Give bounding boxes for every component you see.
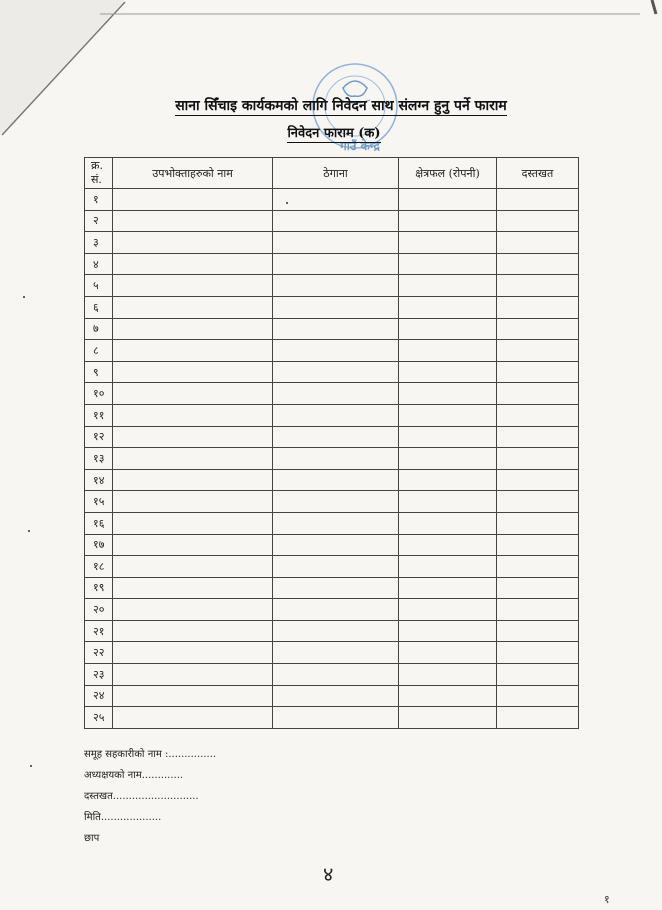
address-cell	[273, 361, 399, 383]
col-area-header: क्षेत्रफल (रोपनी)	[399, 158, 497, 189]
row-serial: २३	[85, 664, 113, 686]
row-serial: ७	[85, 318, 113, 340]
row-serial: १०	[85, 383, 113, 405]
row-serial: ८	[85, 340, 113, 362]
row-serial: २	[85, 210, 113, 232]
table-row	[85, 599, 579, 621]
area-cell	[399, 253, 497, 275]
scan-speck	[286, 202, 288, 204]
table-row	[85, 707, 579, 729]
table-header-row	[85, 158, 579, 189]
area-cell	[399, 469, 497, 491]
name-cell	[113, 232, 273, 254]
page-number: १	[604, 893, 610, 906]
signature-cell	[497, 491, 579, 513]
page-mark: ४	[323, 862, 334, 886]
name-cell	[113, 253, 273, 275]
table-row	[85, 318, 579, 340]
signature-cell	[497, 469, 579, 491]
address-cell	[273, 577, 399, 599]
table-row	[85, 296, 579, 318]
address-cell	[273, 448, 399, 470]
address-cell	[273, 318, 399, 340]
address-cell	[273, 232, 399, 254]
address-cell	[273, 253, 399, 275]
row-serial: १	[85, 189, 113, 211]
group-name-field: समूह सहकारीको नाम :...............	[84, 749, 217, 760]
address-cell	[273, 491, 399, 513]
row-serial: २०	[85, 599, 113, 621]
area-cell	[399, 232, 497, 254]
name-cell	[113, 599, 273, 621]
table-row	[85, 232, 579, 254]
row-serial: १७	[85, 534, 113, 556]
table-row	[85, 426, 579, 448]
address-cell	[273, 340, 399, 362]
area-cell	[399, 318, 497, 340]
area-cell	[399, 707, 497, 729]
signature-cell	[497, 556, 579, 578]
name-cell	[113, 318, 273, 340]
table-row	[85, 448, 579, 470]
row-serial: १६	[85, 512, 113, 534]
name-cell	[113, 383, 273, 405]
address-cell	[273, 296, 399, 318]
area-cell	[399, 275, 497, 297]
signature-cell	[497, 577, 579, 599]
area-cell	[399, 426, 497, 448]
area-cell	[399, 404, 497, 426]
table-row	[85, 361, 579, 383]
name-cell	[113, 296, 273, 318]
signature-cell	[497, 685, 579, 707]
signature-cell	[497, 707, 579, 729]
name-cell	[113, 340, 273, 362]
scan-speck	[30, 765, 32, 767]
area-cell	[399, 642, 497, 664]
table-row	[85, 210, 579, 232]
name-cell	[113, 404, 273, 426]
table-row	[85, 383, 579, 405]
svg-text:गाउँ केन्द्र: गाउँ केन्द्र	[340, 139, 380, 153]
signature-field: दस्तखत...........................	[84, 791, 199, 802]
table-row	[85, 642, 579, 664]
scan-speck	[28, 530, 30, 532]
area-cell	[399, 664, 497, 686]
area-cell	[399, 448, 497, 470]
name-cell	[113, 642, 273, 664]
signature-cell	[497, 642, 579, 664]
address-cell	[273, 534, 399, 556]
row-serial: ४	[85, 253, 113, 275]
date-field: मिति...................	[84, 812, 162, 823]
signature-cell	[497, 275, 579, 297]
address-cell	[273, 642, 399, 664]
signature-cell	[497, 404, 579, 426]
address-cell	[273, 707, 399, 729]
row-serial: ५	[85, 275, 113, 297]
table-row	[85, 577, 579, 599]
area-cell	[399, 577, 497, 599]
signature-cell	[497, 340, 579, 362]
form-title: साना सिँचाइ कार्यकमको लागि निवेदन साथ संलग्न हुनु पर्ने फाराम	[175, 98, 507, 114]
row-serial: ११	[85, 404, 113, 426]
signature-cell	[497, 448, 579, 470]
signature-cell	[497, 189, 579, 211]
name-cell	[113, 361, 273, 383]
name-cell	[113, 426, 273, 448]
row-serial: ६	[85, 296, 113, 318]
area-cell	[399, 210, 497, 232]
address-cell	[273, 383, 399, 405]
area-cell	[399, 491, 497, 513]
name-cell	[113, 469, 273, 491]
address-cell	[273, 404, 399, 426]
col-address-header: ठेगाना	[273, 158, 399, 189]
col-signature-header: दस्तखत	[497, 158, 579, 189]
area-cell	[399, 189, 497, 211]
table-row	[85, 491, 579, 513]
row-serial: १८	[85, 556, 113, 578]
area-cell	[399, 296, 497, 318]
area-cell	[399, 361, 497, 383]
form-subtitle: निवेदन फाराम (क)	[287, 126, 381, 141]
address-cell	[273, 620, 399, 642]
row-serial: १३	[85, 448, 113, 470]
signature-cell	[497, 599, 579, 621]
name-cell	[113, 664, 273, 686]
address-cell	[273, 664, 399, 686]
signature-cell	[497, 383, 579, 405]
table-row	[85, 664, 579, 686]
form-footer	[84, 744, 216, 849]
area-cell	[399, 534, 497, 556]
name-cell	[113, 556, 273, 578]
table-row	[85, 512, 579, 534]
name-cell	[113, 620, 273, 642]
address-cell	[273, 599, 399, 621]
name-cell	[113, 448, 273, 470]
signature-cell	[497, 512, 579, 534]
scan-speck	[23, 296, 25, 298]
signature-cell	[497, 210, 579, 232]
address-cell	[273, 189, 399, 211]
area-cell	[399, 340, 497, 362]
area-cell	[399, 685, 497, 707]
row-serial: १९	[85, 577, 113, 599]
signature-cell	[497, 232, 579, 254]
area-cell	[399, 599, 497, 621]
row-serial: १२	[85, 426, 113, 448]
name-cell	[113, 512, 273, 534]
table-row	[85, 556, 579, 578]
signature-cell	[497, 361, 579, 383]
row-serial: २२	[85, 642, 113, 664]
table-row	[85, 275, 579, 297]
signature-cell	[497, 620, 579, 642]
name-cell	[113, 491, 273, 513]
signature-cell	[497, 296, 579, 318]
name-cell	[113, 534, 273, 556]
area-cell	[399, 383, 497, 405]
signature-cell	[497, 253, 579, 275]
row-serial: २४	[85, 685, 113, 707]
area-cell	[399, 556, 497, 578]
chair-name-field: अध्यक्षयको नाम.............	[84, 770, 184, 781]
area-cell	[399, 620, 497, 642]
row-serial: २५	[85, 707, 113, 729]
name-cell	[113, 275, 273, 297]
name-cell	[113, 189, 273, 211]
row-serial: १४	[85, 469, 113, 491]
address-cell	[273, 469, 399, 491]
name-cell	[113, 210, 273, 232]
applicant-table	[84, 157, 579, 729]
table-row	[85, 685, 579, 707]
signature-cell	[497, 664, 579, 686]
table-row	[85, 620, 579, 642]
table-row	[85, 340, 579, 362]
address-cell	[273, 275, 399, 297]
col-name-header: उपभोक्ताहरुको नाम	[113, 158, 273, 189]
table-row	[85, 253, 579, 275]
stamp-field: छाप	[84, 833, 100, 844]
table-row	[85, 534, 579, 556]
address-cell	[273, 210, 399, 232]
table-row	[85, 189, 579, 211]
name-cell	[113, 707, 273, 729]
name-cell	[113, 577, 273, 599]
signature-cell	[497, 426, 579, 448]
row-serial: १५	[85, 491, 113, 513]
row-serial: ९	[85, 361, 113, 383]
name-cell	[113, 685, 273, 707]
address-cell	[273, 685, 399, 707]
signature-cell	[497, 534, 579, 556]
address-cell	[273, 512, 399, 534]
row-serial: २१	[85, 620, 113, 642]
col-serial-header: क्र. सं.	[85, 158, 113, 189]
table-row	[85, 404, 579, 426]
area-cell	[399, 512, 497, 534]
address-cell	[273, 556, 399, 578]
address-cell	[273, 426, 399, 448]
row-serial: ३	[85, 232, 113, 254]
signature-cell	[497, 318, 579, 340]
table-row	[85, 469, 579, 491]
